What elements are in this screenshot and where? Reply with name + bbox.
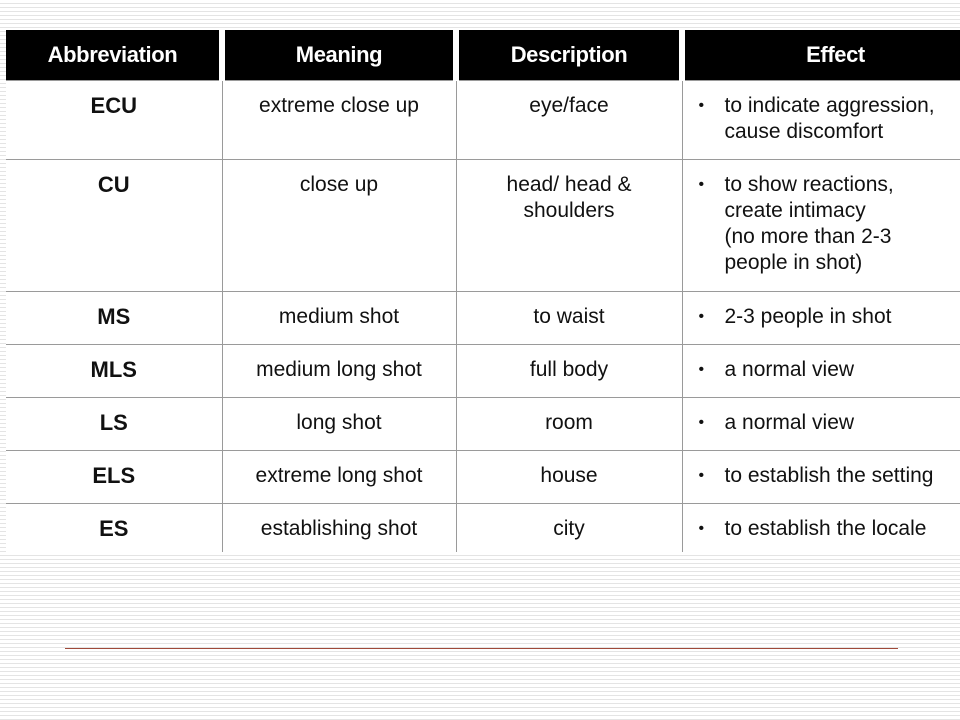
- description-cell: room: [456, 398, 682, 451]
- effect-bullet-item: [699, 304, 960, 330]
- meaning-cell: long shot: [222, 398, 456, 451]
- abbreviation-cell: LS: [6, 398, 222, 451]
- table-header-row: [6, 30, 960, 81]
- table-row: [6, 504, 960, 553]
- effect-bullet-item: [699, 172, 960, 276]
- description-cell: city: [456, 504, 682, 553]
- effect-bullet-item: [699, 410, 960, 436]
- table-row: [6, 292, 960, 345]
- effect-text: a normal view: [724, 358, 855, 381]
- effect-text: to establish the setting: [724, 464, 934, 487]
- effect-cell: [682, 160, 960, 292]
- meaning-cell: establishing shot: [222, 504, 456, 553]
- bullet-icon: •: [698, 361, 705, 378]
- effect-bullet-item: [699, 93, 960, 145]
- description-cell: eye/face: [456, 81, 682, 160]
- slide-background-top: [0, 0, 960, 30]
- effect-cell: [682, 292, 960, 345]
- bullet-icon: •: [698, 520, 705, 537]
- description-cell: to waist: [456, 292, 682, 345]
- description-cell: head/ head & shoulders: [456, 160, 682, 292]
- abbreviation-cell: ES: [6, 504, 222, 553]
- effect-cell: [682, 398, 960, 451]
- table-row: [6, 345, 960, 398]
- effect-bullet-item: [699, 463, 960, 489]
- abbreviation-cell: MS: [6, 292, 222, 345]
- table-row: [6, 451, 960, 504]
- meaning-cell: close up: [222, 160, 456, 292]
- effect-text: to establish the locale: [724, 517, 927, 540]
- effect-bullet-item: [699, 516, 960, 542]
- meaning-cell: extreme long shot: [222, 451, 456, 504]
- abbreviation-cell: CU: [6, 160, 222, 292]
- effect-cell: [682, 451, 960, 504]
- effect-cell: [682, 504, 960, 553]
- effect-text: a normal view: [724, 411, 855, 434]
- abbreviation-cell: ECU: [6, 81, 222, 160]
- header-description: Description: [456, 30, 682, 81]
- effect-bullet-item: [699, 357, 960, 383]
- table-row: [6, 81, 960, 160]
- description-cell: full body: [456, 345, 682, 398]
- header-abbreviation: Abbreviation: [6, 30, 222, 81]
- abbreviation-cell: ELS: [6, 451, 222, 504]
- meaning-cell: extreme close up: [222, 81, 456, 160]
- bullet-icon: •: [698, 467, 705, 484]
- camera-shot-table: [6, 30, 960, 552]
- bullet-icon: •: [698, 176, 705, 193]
- bullet-icon: •: [698, 308, 705, 325]
- bullet-icon: •: [698, 414, 705, 431]
- description-cell: house: [456, 451, 682, 504]
- effect-text: 2-3 people in shot: [724, 305, 892, 328]
- effect-text: to indicate aggression, cause discomfort: [724, 94, 935, 143]
- header-meaning: Meaning: [222, 30, 456, 81]
- camera-shot-table-container: [6, 30, 960, 552]
- header-effect: Effect: [682, 30, 960, 81]
- effect-text: to show reactions, create intimacy (no more than 2-3 people in shot): [724, 173, 894, 274]
- meaning-cell: medium long shot: [222, 345, 456, 398]
- abbreviation-cell: MLS: [6, 345, 222, 398]
- table-row: [6, 160, 960, 292]
- effect-cell: [682, 345, 960, 398]
- bullet-icon: •: [698, 97, 705, 114]
- table-row: [6, 398, 960, 451]
- footer-divider-line: [65, 648, 898, 649]
- effect-cell: [682, 81, 960, 160]
- meaning-cell: medium shot: [222, 292, 456, 345]
